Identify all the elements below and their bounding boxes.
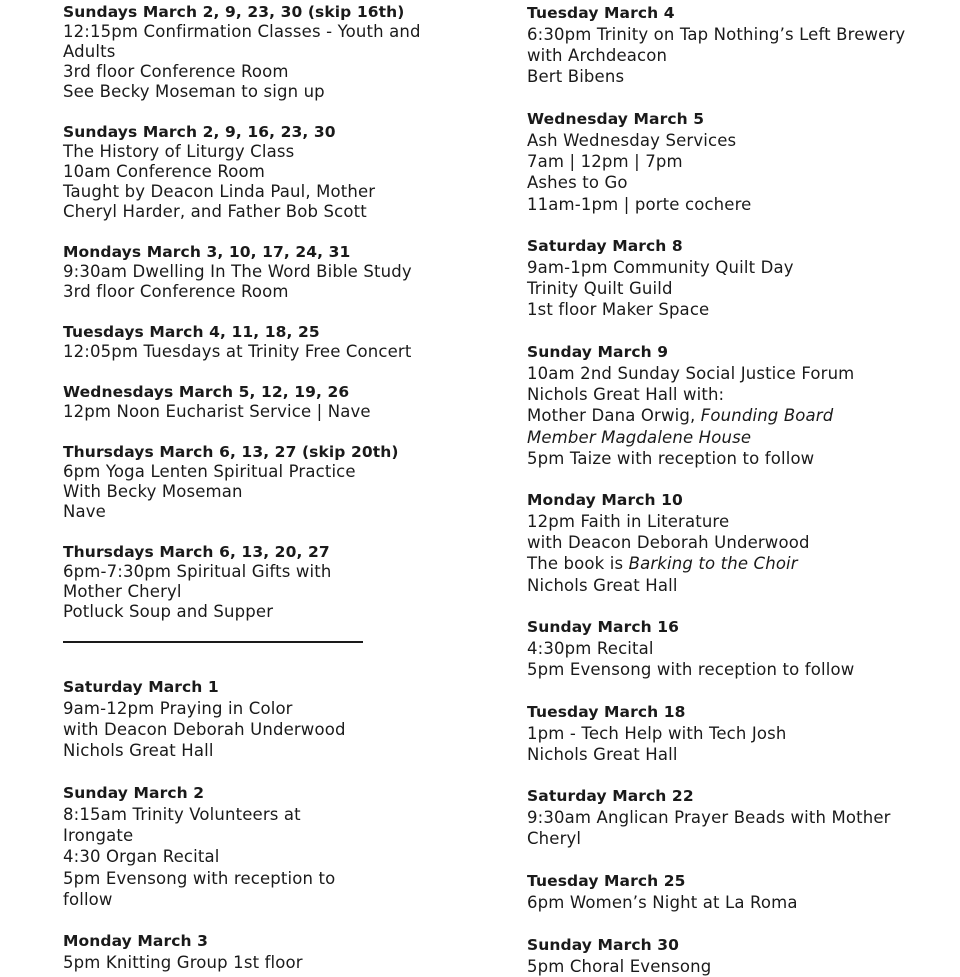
event-line: Nichols Great Hall <box>63 741 214 761</box>
event-line: 10am Conference Room <box>63 162 265 181</box>
event-line: 1pm - Tech Help with Tech Josh <box>527 724 787 743</box>
speaker-name: Mother Dana Orwig, <box>527 406 701 426</box>
event-title: Sunday March 16 <box>527 618 680 636</box>
event-line: 10am 2nd Sunday Social Justice Forum <box>527 364 855 383</box>
event-line: 9am-12pm Praying in Color <box>63 699 293 718</box>
event-line: 5pm Taize with reception to follow <box>527 448 815 468</box>
event-line: 5pm Choral Evensong <box>527 957 712 976</box>
event-line: 3rd floor Conference Room <box>63 282 289 301</box>
event-title: Monday March 10 <box>527 491 683 509</box>
event-line: Ash Wednesday Services <box>527 131 737 150</box>
dated-event <box>527 236 794 321</box>
event-title: Tuesdays March 4, 11, 18, 25 <box>63 323 320 341</box>
event-line: 5pm Knitting Group 1st floor <box>63 953 303 972</box>
dated-event <box>527 490 810 596</box>
event-title: Tuesday March 25 <box>527 872 686 890</box>
event-line: 12pm Faith in Literature <box>527 512 730 531</box>
event-line: 1st floor Maker Space <box>527 300 710 320</box>
event-title: Saturday March 22 <box>527 787 694 805</box>
speaker-role: Founding Board <box>700 406 834 426</box>
event-line: Member Magdalene House <box>527 427 752 447</box>
event-title: Wednesday March 5 <box>527 110 705 128</box>
event-line: Potluck Soup and Supper <box>63 602 274 621</box>
dated-event <box>527 871 798 913</box>
event-line: with Archdeacon <box>527 46 668 66</box>
event-line: 9:30am Anglican Prayer Beads with Mother <box>527 808 891 827</box>
event-title: Sundays March 2, 9, 23, 30 (skip 16th) <box>63 3 405 21</box>
event-line: Adults <box>63 42 116 61</box>
weekly-event <box>63 322 412 362</box>
event-title: Tuesday March 18 <box>527 703 686 721</box>
event-line: 4:30 Organ Recital <box>63 847 220 867</box>
event-title: Thursdays March 6, 13, 20, 27 <box>63 543 330 561</box>
section-divider <box>63 641 363 643</box>
event-line: Irongate <box>63 826 134 846</box>
weekly-event <box>63 2 421 102</box>
event-line: 9:30am Dwelling In The Word Bible Study <box>63 262 412 281</box>
event-title: Saturday March 8 <box>527 237 683 255</box>
event-line: Nave <box>63 502 106 521</box>
dated-event <box>527 935 711 977</box>
event-line: 6:30pm Trinity on Tap Nothing’s Left Brewery <box>527 25 906 44</box>
event-line: See Becky Moseman to sign up <box>63 82 325 101</box>
weekly-event <box>63 382 371 422</box>
weekly-event <box>63 122 375 222</box>
event-line: Bert Bibens <box>527 67 625 87</box>
event-title: Thursdays March 6, 13, 27 (skip 20th) <box>63 443 399 461</box>
event-line: Cheryl Harder, and Father Bob Scott <box>63 202 367 221</box>
book-title: Barking to the Choir <box>628 554 798 574</box>
event-line: 6pm Yoga Lenten Spiritual Practice <box>63 462 356 481</box>
dated-event <box>527 786 891 849</box>
event-line: 8:15am Trinity Volunteers at <box>63 805 301 824</box>
event-line <box>527 405 854 426</box>
event-line: Cheryl <box>527 829 582 849</box>
event-line: 12:05pm Tuesdays at Trinity Free Concert <box>63 342 412 361</box>
event-title: Mondays March 3, 10, 17, 24, 31 <box>63 243 351 261</box>
event-line: 7am | 12pm | 7pm <box>527 152 683 172</box>
event-line: 5pm Evensong with reception to <box>63 868 336 888</box>
event-line: with Deacon Deborah Underwood <box>63 720 346 740</box>
event-title: Sunday March 30 <box>527 936 680 954</box>
event-line: with Deacon Deborah Underwood <box>527 533 810 553</box>
event-line: 12pm Noon Eucharist Service | Nave <box>63 402 371 421</box>
event-title: Wednesdays March 5, 12, 19, 26 <box>63 383 350 401</box>
event-line: Trinity Quilt Guild <box>527 279 673 299</box>
weekly-event <box>63 542 331 622</box>
event-line: With Becky Moseman <box>63 482 243 501</box>
event-line: Nichols Great Hall <box>527 575 678 595</box>
event-line: 4:30pm Recital <box>527 639 654 658</box>
event-title: Monday March 3 <box>63 932 209 950</box>
dated-event <box>527 342 854 469</box>
dated-event <box>63 677 346 762</box>
dated-event <box>63 931 303 973</box>
event-line: 11am-1pm | porte cochere <box>527 194 752 214</box>
event-line: 9am-1pm Community Quilt Day <box>527 258 794 277</box>
event-line: Taught by Deacon Linda Paul, Mother <box>63 182 376 201</box>
event-line: 5pm Evensong with reception to follow <box>527 660 855 680</box>
event-title: Sunday March 2 <box>63 784 205 802</box>
event-title: Saturday March 1 <box>63 678 219 696</box>
weekly-event <box>63 442 399 522</box>
event-line: Nichols Great Hall <box>527 745 678 765</box>
event-line: 6pm Women’s Night at La Roma <box>527 893 798 912</box>
dated-event <box>63 783 335 910</box>
event-line: The History of Liturgy Class <box>63 142 295 161</box>
dated-event <box>527 702 787 765</box>
event-line: Ashes to Go <box>527 173 628 193</box>
event-line: 12:15pm Confirmation Classes - Youth and <box>63 22 421 41</box>
event-line: follow <box>63 889 113 909</box>
weekly-event <box>63 242 412 302</box>
dated-event <box>527 617 854 680</box>
dated-event <box>527 3 905 88</box>
event-title: Sundays March 2, 9, 16, 23, 30 <box>63 123 336 141</box>
event-line: Mother Cheryl <box>63 582 182 601</box>
event-line: 3rd floor Conference Room <box>63 62 289 81</box>
event-title: Tuesday March 4 <box>527 4 675 22</box>
dated-event <box>527 109 751 215</box>
event-line <box>527 553 810 574</box>
event-title: Sunday March 9 <box>527 343 669 361</box>
event-line: 6pm-7:30pm Spiritual Gifts with <box>63 562 332 581</box>
book-label: The book is <box>527 554 629 574</box>
event-line: Nichols Great Hall with: <box>527 385 725 405</box>
